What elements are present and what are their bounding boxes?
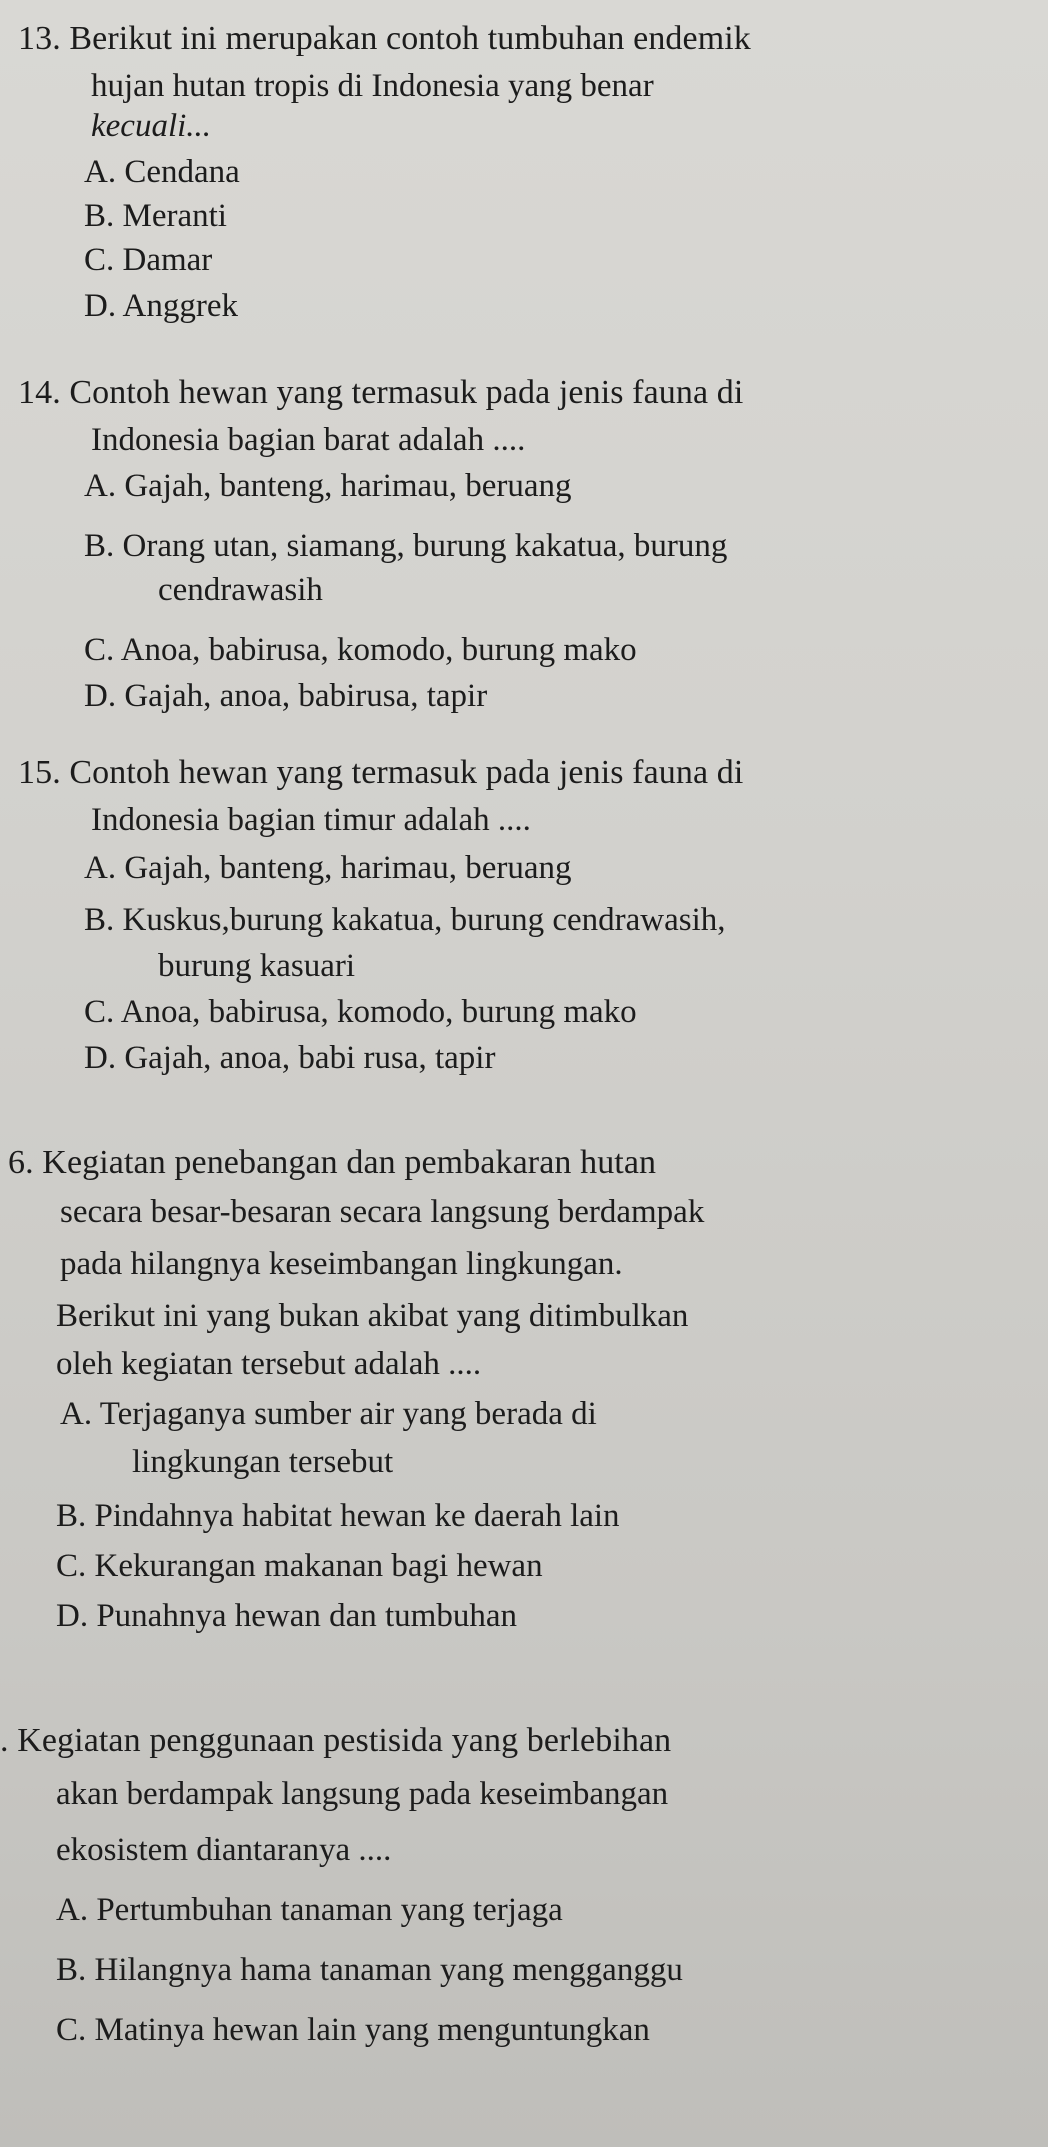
question-text-line: 6. Kegiatan penebangan dan pembakaran hutan xyxy=(8,1144,657,1181)
question-text-line: kecuali... xyxy=(91,108,212,144)
question-text-line: hujan hutan tropis di Indonesia yang benar xyxy=(91,68,654,104)
option-c[interactable]: C. Kekurangan makanan bagi hewan xyxy=(56,1548,543,1584)
option-a-continuation: lingkungan tersebut xyxy=(132,1444,394,1480)
option-a[interactable]: A. Gajah, banteng, harimau, beruang xyxy=(84,850,572,886)
option-d[interactable]: D. Gajah, anoa, babi rusa, tapir xyxy=(84,1040,496,1076)
question-text-line: Berikut ini yang bukan akibat yang ditimbulkan xyxy=(56,1298,689,1334)
option-d[interactable]: D. Gajah, anoa, babirusa, tapir xyxy=(84,678,488,714)
question-text-line: oleh kegiatan tersebut adalah .... xyxy=(56,1346,482,1382)
option-a[interactable]: A. Cendana xyxy=(84,154,240,190)
option-d[interactable]: D. Punahnya hewan dan tumbuhan xyxy=(56,1598,517,1634)
option-c[interactable]: C. Anoa, babirusa, komodo, burung mako xyxy=(84,632,637,668)
option-b[interactable]: B. Kuskus,burung kakatua, burung cendrawasih, xyxy=(84,902,726,938)
question-text-line: akan berdampak langsung pada keseimbangan xyxy=(56,1776,669,1812)
option-c[interactable]: C. Anoa, babirusa, komodo, burung mako xyxy=(84,994,637,1030)
question-text-line: Indonesia bagian barat adalah .... xyxy=(91,422,526,458)
option-c[interactable]: C. Damar xyxy=(84,242,213,278)
question-text-line: secara besar-besaran secara langsung berdampak xyxy=(60,1194,705,1230)
option-a[interactable]: A. Terjaganya sumber air yang berada di xyxy=(60,1396,597,1432)
question-text-line: 15. Contoh hewan yang termasuk pada jenis fauna di xyxy=(18,754,744,791)
option-a[interactable]: A. Pertumbuhan tanaman yang terjaga xyxy=(56,1892,563,1928)
question-text-line: ekosistem diantaranya .... xyxy=(56,1832,392,1868)
option-c[interactable]: C. Matinya hewan lain yang menguntungkan xyxy=(56,2012,650,2048)
question-text-line: pada hilangnya keseimbangan lingkungan. xyxy=(60,1246,623,1282)
option-b[interactable]: B. Meranti xyxy=(84,198,227,234)
question-text-line: . Kegiatan penggunaan pestisida yang berlebihan xyxy=(0,1722,672,1759)
option-b[interactable]: B. Orang utan, siamang, burung kakatua, burung xyxy=(84,528,728,564)
question-text-line: 13. Berikut ini merupakan contoh tumbuhan endemik xyxy=(18,20,751,57)
option-b[interactable]: B. Pindahnya habitat hewan ke daerah lain xyxy=(56,1498,620,1534)
option-a[interactable]: A. Gajah, banteng, harimau, beruang xyxy=(84,468,572,504)
question-text-line: Indonesia bagian timur adalah .... xyxy=(91,802,531,838)
option-d[interactable]: D. Anggrek xyxy=(84,288,238,324)
question-text-line: 14. Contoh hewan yang termasuk pada jenis fauna di xyxy=(18,374,744,411)
option-b-continuation: burung kasuari xyxy=(158,948,356,984)
option-b-continuation: cendrawasih xyxy=(158,572,323,608)
option-b[interactable]: B. Hilangnya hama tanaman yang mengganggu xyxy=(56,1952,683,1988)
